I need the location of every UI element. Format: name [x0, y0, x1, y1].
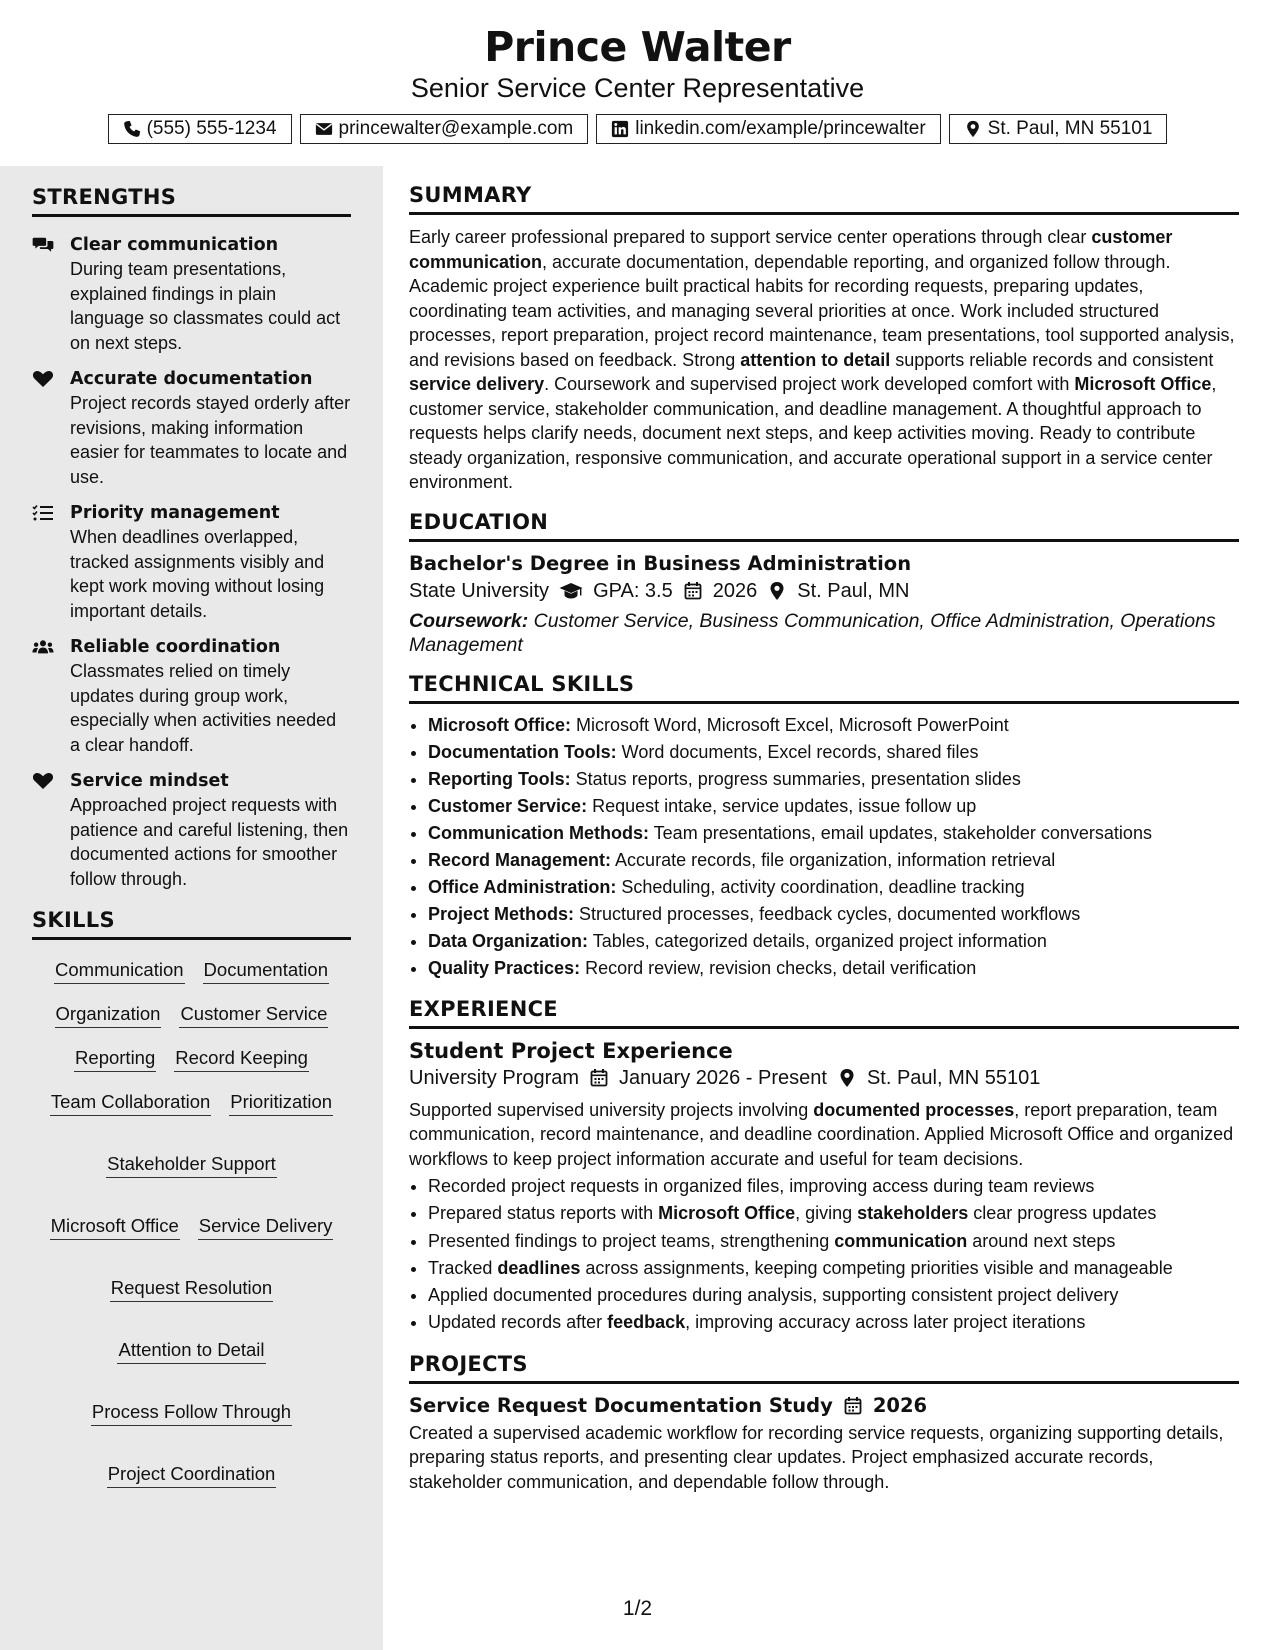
list-check-icon	[32, 504, 54, 522]
contact-location	[949, 114, 1168, 144]
skill-tag: Customer Service	[179, 1002, 328, 1028]
technical-skills-list	[409, 712, 1239, 982]
job-title: Student Project Experience	[409, 1038, 733, 1063]
heart-icon	[32, 772, 54, 790]
skill-tag: Process Follow Through	[91, 1400, 292, 1426]
comments-icon	[32, 236, 54, 254]
list-item: • Recorded project requests in organized files, improving access during team reviews	[428, 1173, 1239, 1200]
strength-item	[32, 233, 351, 355]
skill-tag: Attention to Detail	[117, 1338, 265, 1364]
project-description: Created a supervised academic workflow for recording service requests, organizing supporting details, preparing status reports, and presenting clear updates. Project emphasized accurate records, stakeholder communication, and dependable follow through.	[409, 1422, 1224, 1492]
technical-skills-section	[409, 671, 1239, 982]
envelope-icon	[315, 120, 333, 138]
list-item: • Tracked deadlines across assignments, keeping competing priorities visible and manageable	[428, 1255, 1239, 1282]
list-item: • Documentation Tools: Word documents, Excel records, shared files	[428, 739, 1239, 766]
summary-heading: SUMMARY	[409, 182, 1239, 215]
contact-email[interactable]	[300, 114, 589, 144]
strength-desc: Project records stayed orderly after revisions, making information easier for teammates to locate and use.	[70, 393, 351, 487]
list-item: • Prepared status reports with Microsoft Office, giving stakeholders clear progress updates	[428, 1200, 1239, 1227]
contact-linkedin[interactable]	[596, 114, 940, 144]
strength-item	[32, 501, 351, 623]
page-number: 1/2	[622, 1597, 653, 1620]
linkedin-icon	[611, 120, 629, 138]
strength-title: Service mindset	[70, 771, 229, 791]
skill-tag: Reporting	[74, 1046, 156, 1072]
project-year: 2026	[872, 1393, 928, 1417]
skill-tag: Service Delivery	[198, 1214, 334, 1240]
experience-bullets	[409, 1173, 1239, 1337]
employer: University Program	[409, 1066, 580, 1089]
skill-tag: Project Coordination	[107, 1462, 277, 1488]
project-header	[409, 1393, 1239, 1419]
phone-text: (555) 555-1234	[146, 118, 277, 139]
list-item: • Applied documented procedures during analysis, supporting consistent project delivery	[428, 1282, 1239, 1309]
skill-tag: Team Collaboration	[50, 1090, 211, 1116]
strength-desc: Classmates relied on timely updates during group work, especially when activities needed a clear handoff.	[70, 661, 337, 755]
strength-item	[32, 769, 351, 891]
strength-desc: During team presentations, explained findings in plain language so classmates could act on next steps.	[70, 259, 341, 353]
summary-text: Early career professional prepared to support service center operations through clear customer communication, accurate documentation, dependable reporting, and organized follow through. Academic project experience built practical habits for recording requests, preparing updates, coordinating team activities, and managing several priorities at once. Work included structured processes, report preparation, project record maintenance, team presentations, tool supported analysis, and revisions based on feedback. Strong attention to detail supports reliable records and consistent service delivery. Coursework and supervised project work developed comfort with Microsoft Office, customer service, stakeholder communication, and deadline management. A thoughtful approach to requests helps clarify needs, document next steps, and keep activities moving. Ready to contribute steady organization, responsive communication, and accurate operational support in a service center environment.	[409, 227, 1235, 492]
school-location: St. Paul, MN	[797, 579, 910, 602]
projects-section	[409, 1351, 1239, 1495]
map-pin-icon	[964, 120, 982, 138]
resume-header	[0, 0, 1275, 144]
degree-title: Bachelor's Degree in Business Administration	[409, 551, 912, 575]
map-pin-icon	[837, 1068, 857, 1088]
list-item: • Office Administration: Scheduling, activity coordination, deadline tracking	[428, 874, 1239, 901]
strength-item	[32, 367, 351, 489]
list-item: • Communication Methods: Team presentations, email updates, stakeholder conversations	[428, 820, 1239, 847]
list-item: • Updated records after feedback, improving accuracy across later project iterations	[428, 1309, 1239, 1336]
coursework: Coursework: Customer Service, Business Communication, Office Administration, Operations Management	[409, 609, 1216, 656]
experience-section	[409, 996, 1239, 1337]
skill-tag: Communication	[54, 958, 185, 984]
strength-title: Accurate documentation	[70, 369, 313, 389]
map-pin-icon	[767, 581, 787, 601]
job-location: St. Paul, MN 55101	[866, 1066, 1041, 1089]
strengths-heading: STRENGTHS	[32, 184, 351, 217]
strength-desc: When deadlines overlapped, tracked assignments visibly and kept work moving without losing important details.	[70, 527, 325, 621]
education-heading: EDUCATION	[409, 509, 1239, 542]
skills-cloud	[32, 958, 351, 1488]
school-name: State University	[409, 579, 550, 602]
skill-tag: Request Resolution	[110, 1276, 273, 1302]
candidate-name: Prince Walter	[484, 23, 791, 71]
strength-item	[32, 635, 351, 757]
calendar-icon	[683, 581, 703, 601]
linkedin-text: linkedin.com/example/princewalter	[635, 118, 926, 139]
gpa: GPA: 3.5	[593, 579, 673, 602]
technical-skills-heading: TECHNICAL SKILLS	[409, 671, 1239, 704]
list-item: • Presented findings to project teams, strengthening communication around next steps	[428, 1228, 1239, 1255]
list-item: • Customer Service: Request intake, service updates, issue follow up	[428, 793, 1239, 820]
sidebar	[0, 166, 383, 1650]
summary-section	[409, 182, 1239, 495]
strength-title: Clear communication	[70, 235, 279, 255]
strength-title: Priority management	[70, 503, 280, 523]
strength-title: Reliable coordination	[70, 637, 281, 657]
list-item: • Data Organization: Tables, categorized details, organized project information	[428, 928, 1239, 955]
strength-desc: Approached project requests with patience and careful listening, then documented actions for smoother follow through.	[70, 795, 349, 889]
skill-tag: Prioritization	[229, 1090, 333, 1116]
graduation-cap-icon	[559, 581, 583, 601]
list-item: • Microsoft Office: Microsoft Word, Microsoft Excel, Microsoft PowerPoint	[428, 712, 1239, 739]
skills-heading: SKILLS	[32, 907, 351, 940]
graduation-year: 2026	[712, 579, 758, 602]
calendar-icon	[843, 1396, 863, 1416]
education-section	[409, 509, 1239, 657]
list-item: • Project Methods: Structured processes, feedback cycles, documented workflows	[428, 901, 1239, 928]
experience-meta	[409, 1064, 1239, 1092]
project-name: Service Request Documentation Study	[409, 1393, 833, 1417]
main-content	[409, 166, 1239, 1494]
skill-tag: Organization	[55, 1002, 162, 1028]
skill-tag: Stakeholder Support	[106, 1152, 277, 1178]
list-item: • Record Management: Accurate records, file organization, information retrieval	[428, 847, 1239, 874]
list-item: • Reporting Tools: Status reports, progress summaries, presentation slides	[428, 766, 1239, 793]
users-icon	[32, 638, 54, 656]
list-item: • Quality Practices: Record review, revision checks, detail verification	[428, 955, 1239, 982]
experience-intro: Supported supervised university projects involving documented processes, report preparation, team communication, record maintenance, and deadline coordination. Applied Microsoft Office and organized workflows to keep project information accurate and useful for team decisions.	[409, 1099, 1234, 1169]
contact-phone[interactable]	[108, 114, 292, 144]
projects-heading: PROJECTS	[409, 1351, 1239, 1384]
candidate-title: Senior Service Center Representative	[410, 73, 865, 103]
contact-bar	[0, 114, 1275, 144]
email-text: princewalter@example.com	[338, 118, 574, 139]
skill-tag: Record Keeping	[174, 1046, 309, 1072]
calendar-icon	[589, 1068, 609, 1088]
skill-tag: Documentation	[203, 958, 329, 984]
heart-icon	[32, 370, 54, 388]
skill-tag: Microsoft Office	[50, 1214, 180, 1240]
experience-heading: EXPERIENCE	[409, 996, 1239, 1029]
education-meta	[409, 577, 1239, 605]
job-dates: January 2026 - Present	[619, 1066, 827, 1089]
phone-icon	[123, 120, 141, 138]
location-text: St. Paul, MN 55101	[987, 118, 1153, 139]
